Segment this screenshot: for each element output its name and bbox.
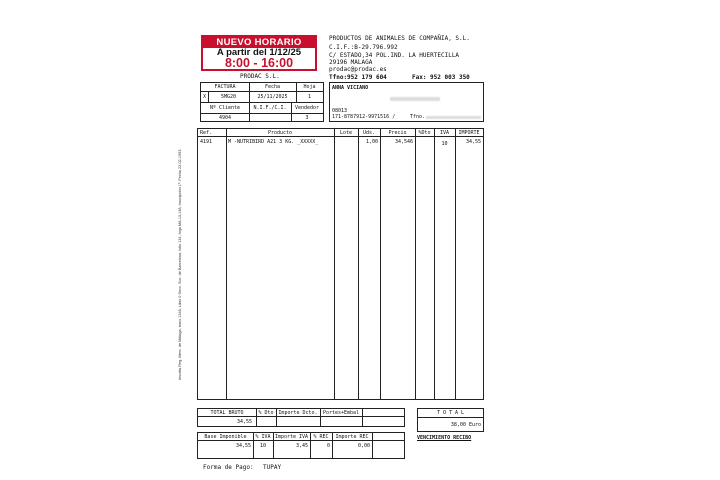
customer-box	[329, 82, 484, 122]
invoice-sheet: 1	[307, 94, 311, 100]
promo-banner	[201, 35, 317, 71]
line-items-table	[197, 128, 484, 400]
row-price: 34,546	[394, 139, 413, 145]
row-amount: 34,55	[465, 139, 481, 145]
hdr-iva-pct: % IVA	[255, 434, 271, 440]
iva-pct-value: 10	[259, 443, 267, 449]
table-row	[198, 138, 483, 146]
company-address: C/ ESTADO,34 POL.IND. LA HUERTECILLA	[329, 52, 460, 59]
company-phone: Tfno:952 179 604	[329, 74, 387, 81]
hdr-dto: % Dto	[258, 410, 274, 416]
totals-tax-table	[197, 432, 405, 459]
col-hoja: Hoja	[303, 84, 316, 90]
rec-pct-value: 0	[326, 443, 330, 449]
redacted-address	[390, 97, 440, 101]
invoice-date: 25/11/2025	[257, 94, 288, 100]
col-uds: Uds.	[362, 130, 376, 136]
customer-postal: 08013	[332, 108, 348, 114]
company-fax: Fax: 952 003 350	[412, 74, 470, 81]
redacted-phone	[426, 116, 481, 119]
row-ref: 4191	[200, 139, 213, 145]
due-label: VENCIMIENTO RECIBO	[417, 435, 472, 441]
total-value: 38,00 Euro	[450, 422, 481, 428]
invoice-series: X	[202, 94, 206, 100]
totals-bruto-table	[197, 408, 405, 427]
col-lote: Lote	[339, 130, 353, 136]
hdr-importe-dcto: Importe Dcto.	[278, 410, 318, 416]
hdr-importe-iva: Importe IVA	[274, 434, 309, 440]
customer-name: ANNA VICIANO	[332, 85, 369, 91]
legal-registry-text: Inscrita Reg. Merc. de Málaga, tomo 1346, Libro 0 Secc. Soc. de Barcelona, folio 134, hoja MA-13,148, Inscripción 1º. Fecha 22-02-1993.	[178, 148, 182, 380]
company-cif: C.I.F.:B-29.796.992	[329, 44, 398, 51]
hdr-base-imponible: Base Imponible	[204, 434, 247, 440]
total-label: T O T A L	[436, 410, 465, 416]
col-fecha: Fecha	[264, 84, 281, 90]
company-city: 29196 MALAGA	[329, 59, 373, 66]
col-dto: %Dto	[418, 130, 431, 136]
col-factura: FACTURA	[214, 84, 236, 90]
invoice-header-table	[200, 82, 324, 122]
col-precio: Precio	[388, 130, 407, 136]
invoice-number: 5MG20	[220, 94, 237, 100]
promo-hours: 8:00 - 16:00	[224, 56, 294, 70]
total-bruto-value: 34,55	[236, 419, 252, 425]
base-imponible-value: 34,55	[235, 443, 251, 449]
hdr-importe-rec: Importe REC	[335, 434, 369, 440]
row-units: 1,00	[365, 139, 378, 145]
promo-title: NUEVO HORARIO	[203, 37, 315, 48]
customer-ident: 171-8787912-9971516 /	[332, 114, 396, 120]
total-box	[417, 408, 484, 432]
row-iva: 10	[441, 141, 448, 147]
col-nif: N.I.F./C.I.	[253, 105, 287, 111]
col-cliente: Nº Cliente	[209, 105, 241, 111]
col-iva: IVA	[439, 130, 450, 136]
payment-label: Forma de Pago:	[203, 464, 254, 471]
company-name: PRODUCTOS DE ANIMALES DE COMPAÑIA, S.L.	[329, 35, 470, 42]
company-short-name: PRODAC S.L.	[240, 73, 280, 80]
importe-iva-value: 3,45	[295, 443, 308, 449]
col-producto: Producto	[267, 130, 293, 136]
client-number: 4904	[218, 115, 232, 121]
hdr-rec-pct: % REC	[313, 434, 329, 440]
row-product: M -NUTRIBIRD A21 3 KG. _XXXXX_	[228, 139, 319, 145]
importe-rec-value: 0,00	[357, 443, 370, 449]
vendor-number: 3	[305, 115, 309, 121]
customer-phone-label: Tfno.	[410, 114, 426, 120]
col-vendedor: Vendedor	[294, 105, 320, 111]
col-ref: Ref.	[200, 130, 213, 136]
company-email: prodac@prodac.es	[329, 66, 387, 73]
hdr-portes: Portes+Embal	[322, 410, 360, 416]
promo-date: A partir del 1/12/25	[216, 47, 302, 58]
hdr-total-bruto: TOTAL BRUTO	[210, 410, 244, 416]
col-importe: IMPORTE	[458, 130, 480, 136]
payment-value: TUPAY	[263, 464, 282, 471]
